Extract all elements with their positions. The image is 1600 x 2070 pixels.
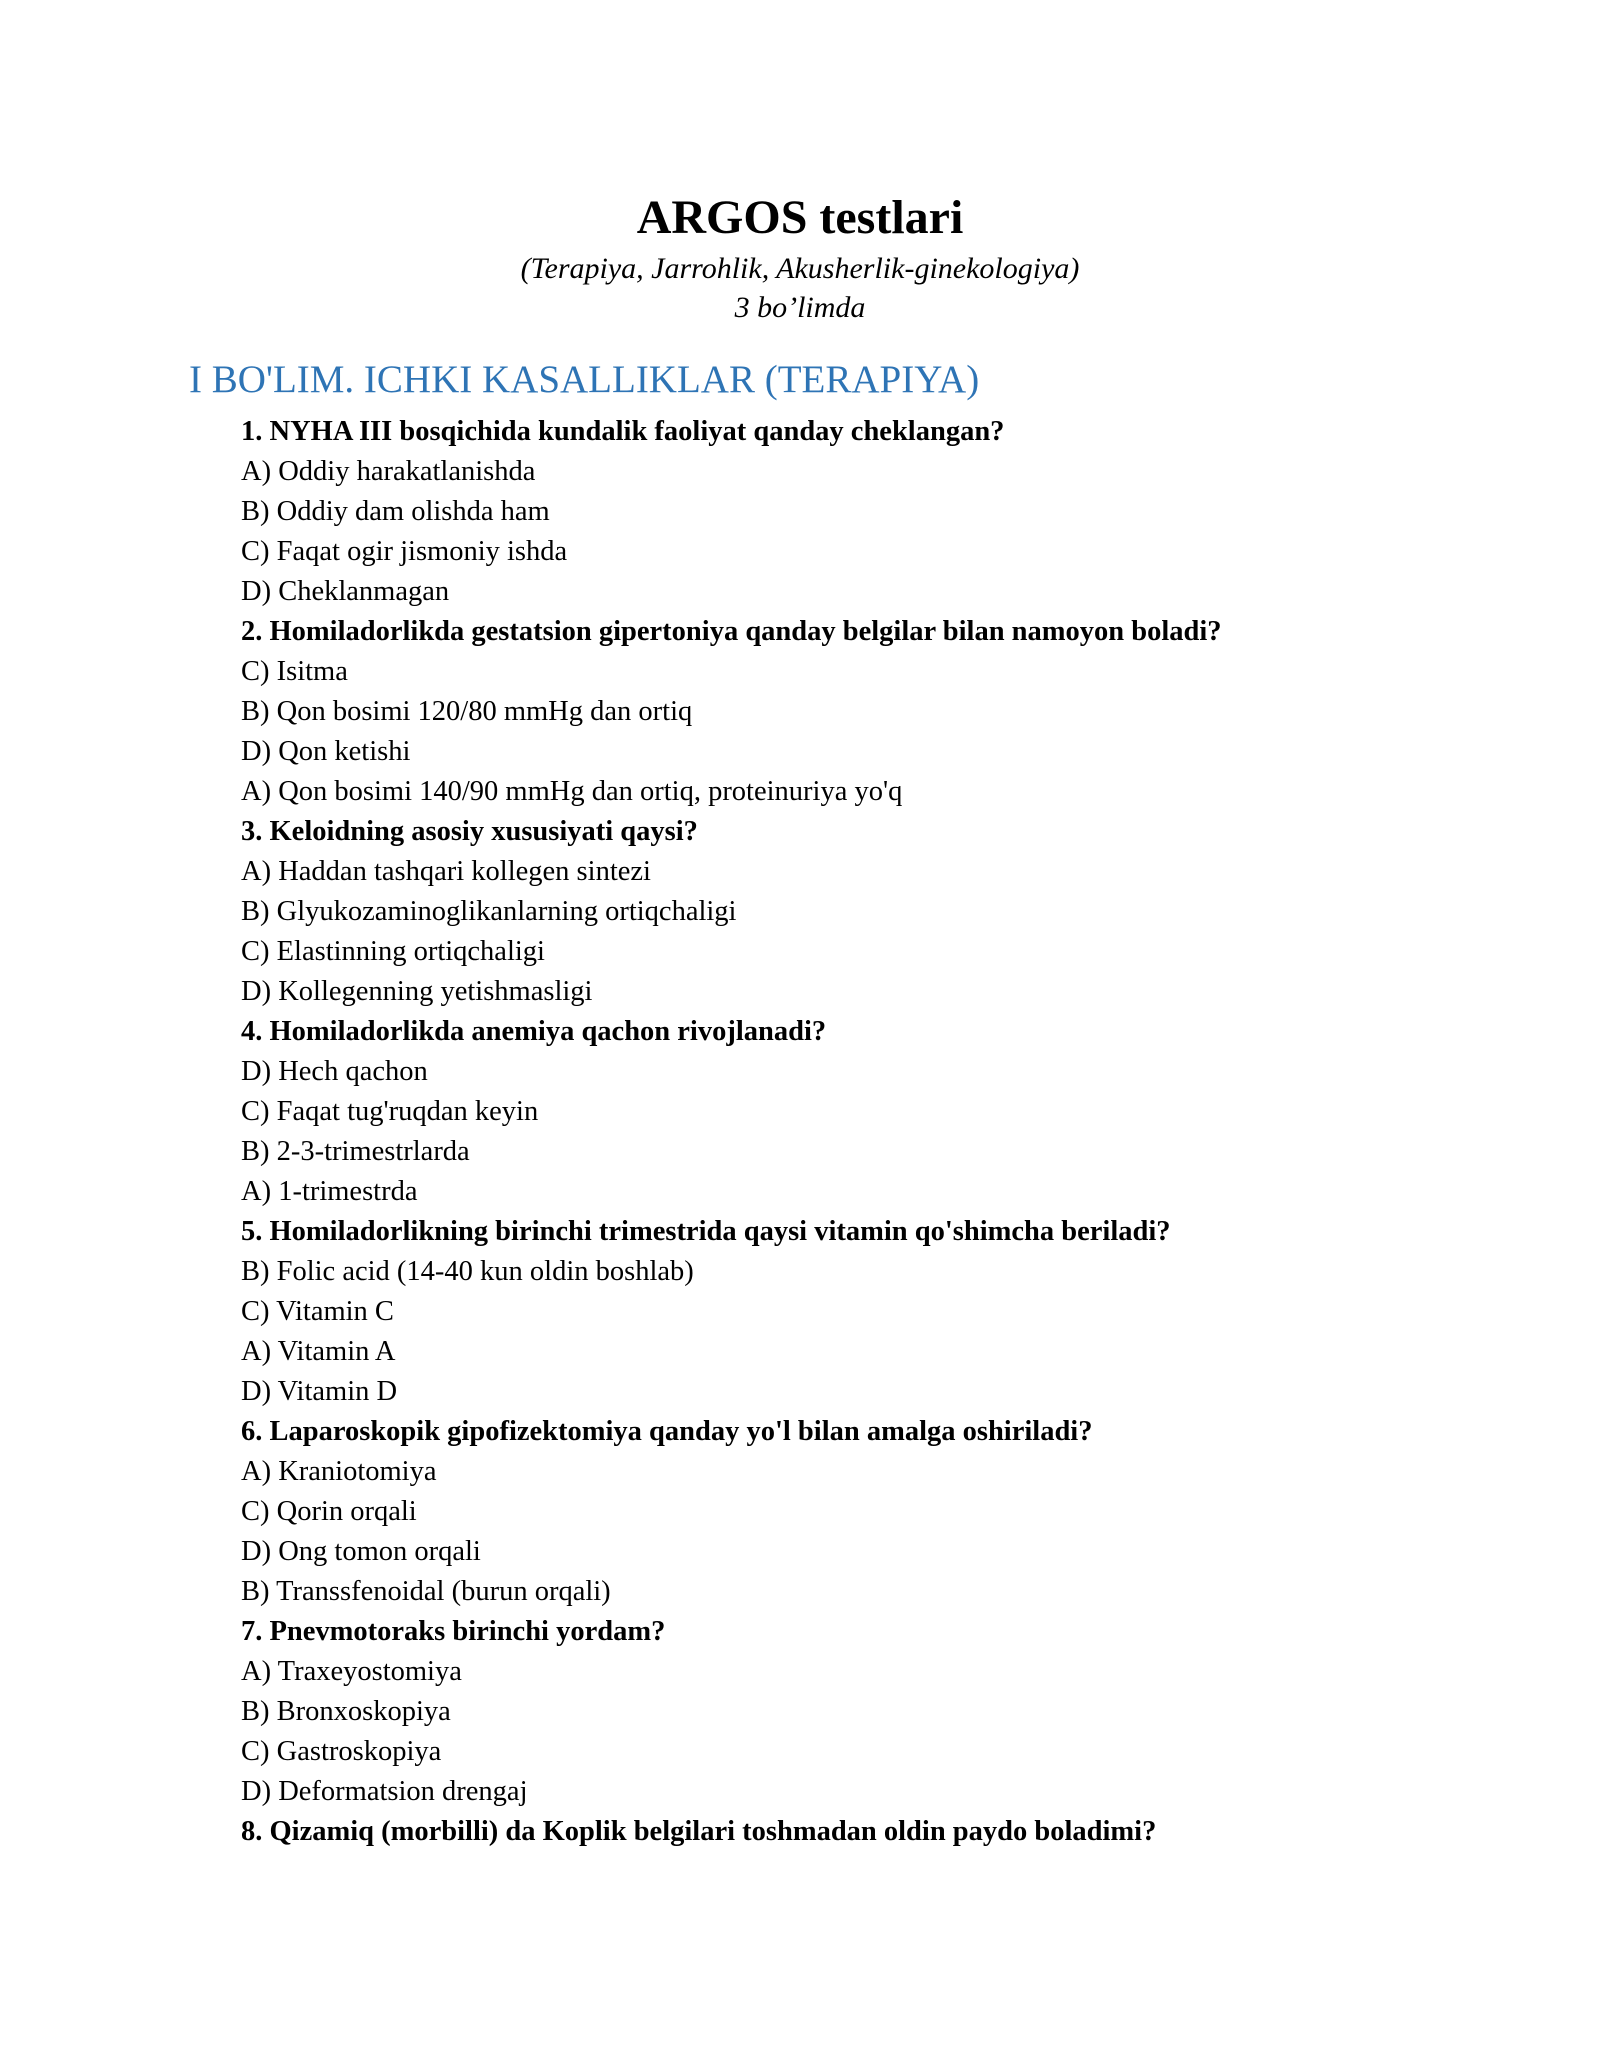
answer-option: A) 1-trimestrda	[241, 1176, 418, 1207]
answer-option: B) Folic acid (14-40 kun oldin boshlab)	[241, 1256, 694, 1287]
answer-option: D) Deformatsion drengaj	[241, 1776, 528, 1807]
document-subtitle: (Terapiya, Jarrohlik, Akusherlik-ginekologiya)	[520, 252, 1080, 285]
question-text: 3. Keloidning asosiy xususiyati qaysi?	[241, 816, 698, 847]
answer-option: C) Elastinning ortiqchaligi	[241, 936, 545, 967]
answer-option: B) Transsfenoidal (burun orqali)	[241, 1576, 611, 1607]
question-item	[241, 412, 1541, 452]
document-subtitle-sections: 3 bo’limda	[734, 291, 866, 324]
answer-option: A) Haddan tashqari kollegen sintezi	[241, 856, 651, 887]
answer-option: C) Vitamin C	[241, 1296, 394, 1327]
question-item	[241, 1412, 1541, 1452]
answer-option: B) Bronxoskopiya	[241, 1696, 451, 1727]
question-text: 5. Homiladorlikning birinchi trimestrida qaysi vitamin qo'shimcha beriladi?	[241, 1216, 1171, 1247]
question-text: 4. Homiladorlikda anemiya qachon rivojlanadi?	[241, 1016, 827, 1047]
answer-option: B) Glyukozaminoglikanlarning ortiqchaligi	[241, 896, 737, 927]
question-text: 7. Pnevmotoraks birinchi yordam?	[241, 1616, 666, 1647]
answer-option: C) Isitma	[241, 656, 348, 687]
answer-option: B) Qon bosimi 120/80 mmHg dan ortiq	[241, 696, 693, 727]
section-heading: I BO'LIM. ICHKI KASALLIKLAR (TERAPIYA)	[189, 358, 980, 401]
answer-option: B) 2-3-trimestrlarda	[241, 1136, 470, 1167]
question-item	[241, 1212, 1541, 1252]
answer-option: D) Kollegenning yetishmasligi	[241, 976, 593, 1007]
question-text: 8. Qizamiq (morbilli) da Koplik belgilari toshmadan oldin paydo boladimi?	[241, 1816, 1157, 1847]
question-text: 1. NYHA III bosqichida kundalik faoliyat qanday cheklangan?	[241, 416, 1005, 447]
question-item	[241, 612, 1541, 652]
answer-option: A) Qon bosimi 140/90 mmHg dan ortiq, proteinuriya yo'q	[241, 776, 903, 807]
answer-option: C) Qorin orqali	[241, 1496, 417, 1527]
answer-option: A) Oddiy harakatlanishda	[241, 456, 536, 487]
answer-option: A) Vitamin A	[241, 1336, 396, 1367]
answer-option: D) Hech qachon	[241, 1056, 428, 1087]
question-item	[241, 1012, 1541, 1052]
answer-option: D) Ong tomon orqali	[241, 1536, 481, 1567]
answer-option: D) Vitamin D	[241, 1376, 398, 1407]
document-title: ARGOS testlari	[636, 191, 964, 244]
answer-option: C) Faqat ogir jismoniy ishda	[241, 536, 568, 567]
answer-option: C) Gastroskopiya	[241, 1736, 442, 1767]
question-text: 6. Laparoskopik gipofizektomiya qanday yo'l bilan amalga oshiriladi?	[241, 1416, 1093, 1447]
answer-option: A) Kraniotomiya	[241, 1456, 437, 1487]
question-text: 2. Homiladorlikda gestatsion gipertoniya qanday belgilar bilan namoyon boladi?	[241, 616, 1222, 647]
answer-option: C) Faqat tug'ruqdan keyin	[241, 1096, 539, 1127]
question-item	[241, 1812, 1541, 1852]
question-list	[241, 412, 1541, 1852]
question-item	[241, 812, 1541, 852]
question-item	[241, 1612, 1541, 1652]
answer-option: D) Cheklanmagan	[241, 576, 450, 607]
answer-option: A) Traxeyostomiya	[241, 1656, 462, 1687]
answer-option: D) Qon ketishi	[241, 736, 411, 767]
answer-option: B) Oddiy dam olishda ham	[241, 496, 550, 527]
